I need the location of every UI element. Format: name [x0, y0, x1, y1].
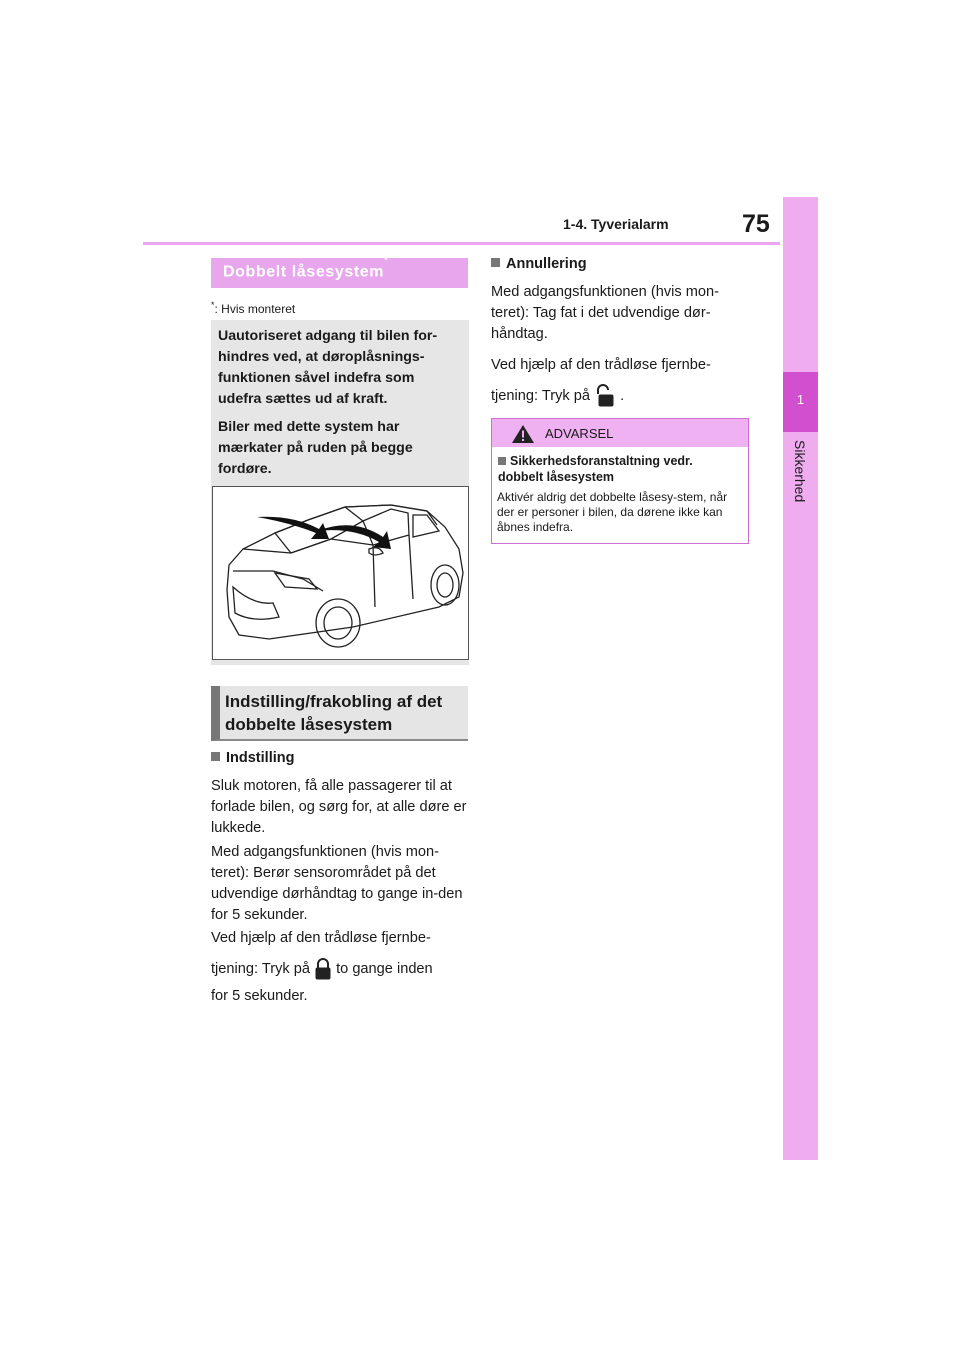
warning-body: Aktivér aldrig det dobbelte låsesy-stem, når der er personer i bilen, da dørene ikke kan åbnes indefra.: [497, 490, 728, 534]
info-box: [211, 320, 469, 665]
cancel-paragraph-2-line2: [491, 384, 751, 408]
info-paragraph-1: Uautoriseret adgang til bilen for-hindres ved, at døroplåsnings-funktionen såvel indefra som udefra sættes ud af kraft.: [218, 328, 438, 407]
cancel-p2-post: .: [620, 387, 625, 404]
lock-open-icon: [594, 384, 616, 408]
warning-heading-text: Sikkerhedsforanstaltning vedr. dobbelt låsesystem: [498, 454, 693, 484]
chapter-side-tab: [783, 197, 818, 1160]
lock-closed-icon: [314, 957, 332, 981]
setting-heading-text: Indstilling: [226, 750, 295, 766]
warning-title: ADVARSEL: [545, 426, 614, 441]
section2-title-text: Indstilling/frakobling af det dobbelte låsesystem: [225, 692, 443, 734]
warning-heading: [498, 453, 738, 485]
cancel-paragraph-2-line1: Ved hjælp af den trådløse fjernbe-: [491, 357, 711, 373]
car-illustration: [212, 486, 469, 660]
setting-paragraph-2: Med adgangsfunktionen (hvis mon-teret): Berør sensorområdet på det udvendige dørhåndtag to gange in-den for 5 sekunder.: [211, 844, 463, 923]
setting-paragraph-1: Sluk motoren, få alle passagerer til at forlade bilen, og sørg for, at alle døre er lukkede.: [211, 778, 467, 836]
setting-p3-post: to gange inden: [336, 960, 433, 977]
setting-heading: [211, 750, 294, 766]
info-text: [218, 326, 458, 487]
chapter-number: 1: [796, 392, 805, 407]
warning-header-bar: [492, 419, 748, 447]
cancel-heading: [491, 256, 587, 272]
bullet-square-icon: [498, 457, 506, 465]
footnote-text: : Hvis monteret: [214, 302, 296, 316]
warning-triangle-icon: [511, 424, 535, 444]
car-drawing: [213, 487, 468, 659]
cancel-paragraph-1: Med adgangsfunktionen (hvis mon-teret): Tag fat i det udvendige dør-håndtag.: [491, 284, 719, 342]
footnote-asterisk: *: [211, 300, 215, 310]
section-title-text: Dobbelt låsesystem: [223, 263, 385, 281]
setting-paragraph-3-line3: for 5 sekunder.: [211, 988, 308, 1004]
page-number: 75: [742, 210, 770, 238]
warning-box: [491, 418, 749, 544]
title-asterisk: *: [384, 255, 389, 266]
info-paragraph-2: Biler med dette system har mærkater på ruden på begge fordøre.: [218, 419, 413, 477]
cancel-p2-pre: tjening: Tryk på: [491, 387, 590, 404]
setting-paragraph-3-line2: [211, 957, 471, 981]
chapter-label: Sikkerhed: [792, 440, 808, 503]
bullet-square-icon: [491, 258, 500, 267]
setting-p3-pre: tjening: Tryk på: [211, 960, 310, 977]
section-title-double-lock: [211, 255, 468, 288]
bullet-square-icon: [211, 752, 220, 761]
footnote: [211, 300, 295, 316]
cancel-heading-text: Annullering: [506, 256, 587, 272]
setting-paragraph-3-line1: Ved hjælp af den trådløse fjernbe-: [211, 930, 431, 946]
section-title-setting: [211, 686, 468, 741]
header-rule: [143, 242, 780, 245]
chapter-label-wrap: [786, 440, 816, 510]
section-header: 1-4. Tyverialarm: [563, 216, 669, 232]
